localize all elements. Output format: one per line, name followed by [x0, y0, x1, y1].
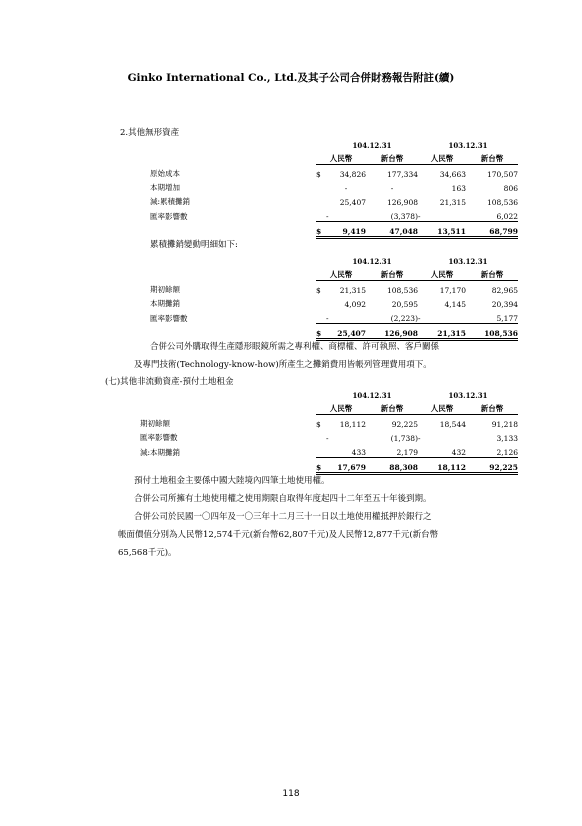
table-row: [150, 179, 518, 193]
cell: -: [418, 314, 421, 323]
column-header: 新台幣: [366, 266, 418, 281]
cell: -: [326, 314, 329, 323]
note-line: 合併公司於民國一〇四年及一〇三年十二月三十一日以土地使用權抵押於銀行之: [134, 512, 432, 522]
table-row: [150, 165, 518, 180]
column-header: 人民幣: [316, 400, 366, 415]
currency-symbol: $: [316, 170, 321, 179]
period-header: 103.12.31: [448, 391, 488, 400]
row-label: 匯率影響數: [150, 313, 188, 323]
cell: -: [418, 434, 421, 443]
currency-symbol: $: [316, 286, 321, 295]
table-row: [150, 281, 518, 296]
cell: 2,179: [396, 448, 418, 457]
cell: 2,126: [496, 448, 518, 457]
cell: -: [326, 212, 329, 221]
note-line: 合併公司所擁有土地使用權之使用期限自取得年度起四十二年至五十年後到期。: [134, 494, 432, 504]
cell: 126,908: [386, 198, 418, 207]
cell: -: [326, 434, 329, 443]
intangibles-table: [150, 136, 518, 239]
row-label: 減:本期攤銷: [140, 447, 181, 457]
table-row: [150, 309, 518, 324]
column-header: 人民幣: [316, 266, 366, 281]
row-label: 匯率影響數: [150, 211, 188, 221]
row-label: 期初餘額: [140, 419, 170, 428]
period-header: 103.12.31: [448, 141, 488, 150]
total-cell: 88,308: [366, 458, 418, 474]
total-cell: 21,315: [418, 324, 466, 340]
cell: 806: [503, 184, 518, 193]
cell: 3,133: [496, 434, 518, 443]
total-cell: 18,112: [418, 458, 466, 474]
cell: 34,663: [439, 170, 466, 179]
cell: 21,315: [339, 286, 366, 295]
cell: 4,092: [344, 300, 366, 309]
column-header: 人民幣: [418, 150, 466, 165]
cell: 163: [451, 184, 466, 193]
row-label: 減:累積攤銷: [150, 197, 191, 206]
cell: 20,394: [491, 300, 518, 309]
cell: -: [344, 184, 348, 193]
cell: 433: [351, 448, 366, 457]
cell: 170,507: [486, 170, 518, 179]
total-cell: 68,799: [466, 222, 518, 238]
cell: 6,022: [496, 212, 518, 221]
currency-symbol: $: [316, 324, 326, 340]
total-cell: 13,511: [418, 222, 466, 238]
page-number: 118: [282, 789, 300, 799]
cell: 5,177: [496, 314, 518, 323]
period-header: 103.12.31: [448, 257, 488, 266]
total-row: [140, 458, 518, 474]
cell: 18,544: [439, 420, 466, 429]
row-label: 本期增加: [150, 183, 180, 192]
total-row: [150, 222, 518, 238]
paragraph-line: 合併公司外購取得生產隱形眼鏡所需之專利權、商標權、許可執照、客戶關係: [150, 342, 440, 352]
total-cell: 25,407: [326, 324, 366, 340]
period-header: 104.12.31: [352, 257, 392, 266]
cell: 34,826: [339, 170, 366, 179]
cell: 17,170: [439, 286, 466, 295]
table-row: [150, 193, 518, 207]
period-header: 104.12.31: [352, 391, 392, 400]
cell: 92,225: [391, 420, 418, 429]
column-header: 新台幣: [466, 266, 518, 281]
currency-symbol: $: [316, 420, 321, 429]
total-cell: 126,908: [366, 324, 418, 340]
column-header: 人民幣: [418, 266, 466, 281]
row-label: 原始成本: [150, 169, 180, 178]
section-heading-accum-amort: 累積攤銷變動明細如下:: [150, 240, 238, 250]
cell: (3,378): [390, 212, 418, 221]
accum-amort-table: [150, 252, 518, 341]
cell: 18,112: [339, 420, 366, 429]
table-row: [140, 443, 518, 458]
column-header: 新台幣: [366, 150, 418, 165]
currency-symbol: $: [316, 222, 326, 238]
note-line: 帳面價值分別為人民幣12,574千元(新台幣62,807千元)及人民幣12,877千元(新台幣: [118, 530, 439, 540]
section-heading-prepaid-land: (七)其他非流動資產-預付土地租金: [105, 377, 234, 387]
column-header: 人民幣: [316, 150, 366, 165]
total-cell: 108,536: [466, 324, 518, 340]
cell: 108,536: [386, 286, 418, 295]
row-label: 期初餘額: [150, 285, 180, 294]
currency-symbol: $: [316, 458, 326, 474]
column-header: 新台幣: [466, 400, 518, 415]
table-row: [150, 207, 518, 222]
column-header: 人民幣: [418, 400, 466, 415]
row-label: 匯率影響數: [140, 433, 178, 442]
cell: 177,334: [386, 170, 418, 179]
table-row: [140, 415, 518, 430]
cell: (1,738): [390, 434, 418, 443]
cell: -: [418, 212, 421, 221]
cell: 82,965: [491, 286, 518, 295]
period-header: 104.12.31: [352, 141, 392, 150]
table-row: [140, 429, 518, 443]
cell: -: [390, 184, 394, 193]
cell: 108,536: [486, 198, 518, 207]
total-cell: 17,679: [326, 458, 366, 474]
total-row: [150, 324, 518, 340]
note-line: 65,568千元)。: [118, 548, 177, 558]
page-title: Ginko International Co., Ltd.及其子公司合併財務報告附註(續): [127, 72, 455, 84]
cell: 4,145: [444, 300, 466, 309]
column-header: 新台幣: [366, 400, 418, 415]
cell: 20,595: [391, 300, 418, 309]
cell: 432: [451, 448, 466, 457]
prepaid-land-table: [140, 386, 518, 475]
total-cell: 47,048: [366, 222, 418, 238]
cell: (2,223): [390, 314, 418, 323]
section-heading-intangibles: 2.其他無形資產: [120, 128, 180, 138]
total-cell: 9,419: [326, 222, 366, 238]
total-cell: 92,225: [466, 458, 518, 474]
row-label: 本期攤銷: [150, 299, 180, 308]
cell: 91,218: [491, 420, 518, 429]
note-line: 預付土地租金主要係中國大陸境內四筆土地使用權。: [134, 476, 330, 486]
paragraph-line: 及專門技術(Technology-know-how)所產生之攤銷費用皆帳列管理費用項下。: [134, 360, 432, 370]
cell: 25,407: [339, 198, 366, 207]
table-row: [150, 295, 518, 309]
column-header: 新台幣: [466, 150, 518, 165]
cell: 21,315: [439, 198, 466, 207]
